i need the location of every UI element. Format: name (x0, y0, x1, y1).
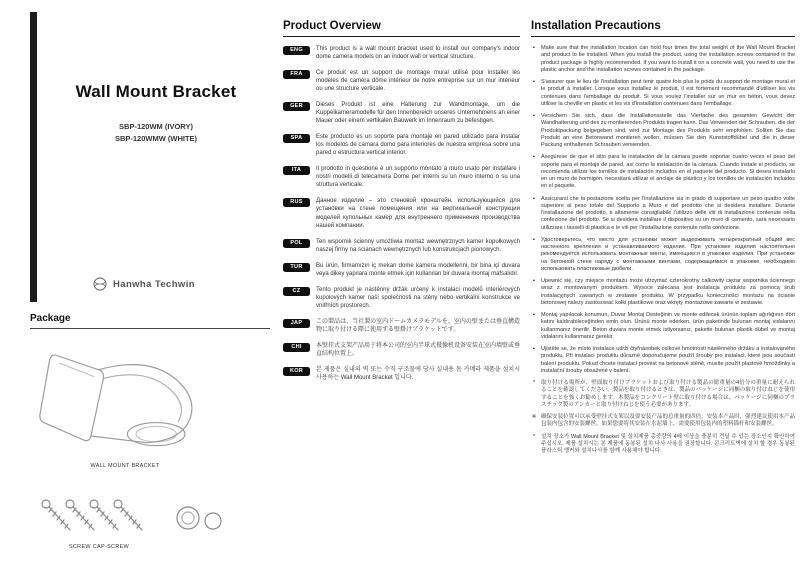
overview-entry-spa (283, 133, 520, 157)
precaution-item (531, 434, 795, 456)
overview-text: Tento produkt je nástěnný držák určený k instalaci modelů interiérových kupolových kamer naší společnosti na stěny nebo vertikální konstrukce ve vnitřních prostorech. (316, 286, 520, 309)
overview-entry-ita (283, 165, 520, 189)
installation-precautions-section (531, 20, 795, 460)
language-badge: TUR (283, 263, 310, 272)
precaution-text: Asegúrese de que el sitio para la instalación de la cámara puede soportar cuatro veces el peso del soporte para el montaje de pared, así como la instalación de la cámara. Cuando instale el producto, se recomienda utilizar los tornillos de instalación incluidos en el paquete del producto. Si desea instalarlo en un muro de hormigón, necesitará utilizar el anclaje de plástico y los tornillos de instalación incluidos en el paquete. (541, 154, 795, 190)
precaution-item (531, 237, 795, 273)
precaution-text: Versichern Sie sich, dass die Installationsstelle das Vierfache des gesamten Gewicht der Wandhalterung und des zu montierenden Produkts tragen kann. Das Verwenden der Schrauben, die der Produktpackung beigegeben sind, wird zur Montage des Produkts sehr empfohlen. Sollten Sie das Produkt an eine Betonwand montieren wollen, müssen Sie den Kunststoffdübel und die in dieser Packung enthaltenen Schrauben verwenden. (541, 113, 795, 148)
precaution-item (531, 312, 795, 341)
language-badge: ITA (283, 166, 310, 175)
model-name-ivory: SBP-120WM (IVORY) (119, 122, 193, 131)
bullet-marker: ▪ (533, 79, 535, 85)
bullet-marker: ▪ (533, 346, 535, 352)
overview-entry-tur (283, 262, 520, 278)
precautions-heading: Installation Precautions (531, 20, 795, 37)
language-badge: ENG (283, 46, 310, 55)
language-badge: SPA (283, 134, 310, 143)
precaution-item (531, 346, 795, 375)
bullet-marker: ▪ (533, 45, 535, 51)
brand-logo (92, 276, 195, 292)
product-overview-section (283, 20, 520, 390)
precaution-text: Montaj yapılacak konumun, Duvar Montaj Desteğinin ve monte edilecek ürünün toplam ağırlığının dört katını kaldırabileceğinden emin olun. Ürünü monte ederken, ürün paketinde bulunan montaj vidalarını kullanmanız önerilir. Beton duvara monte etmek istiyorsanız, pakette bulunan plastik dübel ve montaj vidalarını kullanmanız gerekir. (541, 312, 795, 340)
precaution-item (531, 278, 795, 307)
bullet-marker: ※ (531, 414, 537, 420)
overview-text: Dieses Produkt ist eine Halterung zur Wandmontage, um die Kuppelkameramodelle für den Innenbereich unseres Unternehmens an einer Mauer oder einem vertikalen Bauwerk im Innenraum zu befestigen. (316, 102, 520, 125)
bullet-marker: * (532, 380, 536, 386)
precaution-item (531, 154, 795, 190)
precaution-text: Ujistěte se, že místo instalace udrží čtyřnásobek celkové hmotnosti nástěnného držáku a instalovaného produktu. Při instalaci produktu důrazně doporučujeme použít šrouby pro instalaci, které jsou součástí balení produktu. Pokud chcete instalaci provést na betonové stěně, musíte použít plastové hmoždinky a instalační šrouby obsažené v balení. (541, 346, 795, 374)
language-badge: JAP (283, 319, 310, 328)
overview-entries (283, 45, 520, 382)
bracket-illustration (32, 340, 217, 460)
precaution-item (531, 380, 795, 409)
precaution-text: Upewnić się, czy miejsce montażu może utrzymać czterokrotny całkowity ciężar wspornika ściennego wraz z montowanym produktem. Wysoce zalecana jest instalacja produktu za pomocą śrub instalacyjnych zawartych w zestawie produktu. W przypadku konieczności montażu na ścianie betonowej należy zastosować kołki plastikowe oraz wkręty montażowe zawarte w zestawie. (541, 278, 795, 306)
precaution-text: 取り付ける場所が、壁面取り付けブラケットおよび取り付ける製品の総重量の4倍分の重量に耐えられることを確認してください。製品を取り付けるときは、製品のパッケージに同梱の取り付けねじを使用することを強くお勧めします。本製品をコンクリート壁に取り付ける場合は、パッケージに同梱のプラスチック製のアンカーと取り付けねじを使う必要があります。 (541, 380, 795, 408)
overview-entry-jap (283, 318, 520, 334)
product-title: Wall Mount Bracket (75, 82, 237, 101)
overview-text: Este producto es un soporte para montaje en pared utilizado para instalar los modelos de cámara domo para interiores de nuestra empresa sobre una pared o estructura vertical interior. (316, 134, 520, 157)
hanwha-globe-icon (92, 276, 108, 292)
overview-entry-rus (283, 197, 520, 229)
overview-text: 本壁挂式支架产品用于将本公司的室内半球式摄像机设备安装在室内墙壁或垂直结构位置上。 (316, 342, 521, 357)
bullet-marker: ▪ (533, 154, 535, 161)
precaution-item (531, 79, 795, 108)
overview-text: 본 제품은 실내의 벽 또는 수직 구조물에 당사 실내용 돔 카메라 제품을 설치시 사용하는 Wall Mount Bracket 입니다. (316, 366, 520, 381)
precaution-item (531, 196, 795, 232)
overview-entry-cz (283, 286, 520, 310)
bullet-marker: ▪ (533, 312, 535, 318)
screws-illustration (36, 494, 231, 542)
screw-caption: SCREW CAP-SCREW (68, 544, 130, 550)
precaution-text: Удостоверьтесь, что место для установки может выдерживать четырехкратный общий вес настенного крепления и устанавливаемого изделия. При установке изделия настоятельно рекомендуется использовать монтажные винты, имеющиеся в упаковке изделия. При установке на бетонной стене наряду с монтажными винтами, содержащимися в упаковке, необходимо использовать пластиковые дюбели. (541, 236, 795, 272)
overview-entry-pol (283, 238, 520, 254)
overview-entry-eng (283, 45, 520, 61)
bullet-marker: ▪ (533, 278, 535, 284)
overview-text: This product is a wall mount bracket used to install our company's indoor dome camera models on an indoor wall or vertical structure. (316, 46, 520, 61)
bullet-marker: ▪ (533, 195, 535, 202)
overview-text: Ten wspornik ścienny umożliwia montaż wewnętrznych kamer kopułkowych naszej firmy na ścianach wewnętrznych lub konstrukcjach pionowych. (316, 238, 520, 253)
bullet-marker: ▪ (533, 113, 535, 119)
language-badge: CZ (283, 287, 310, 296)
precaution-text: Make sure that the installation location can hold four times the total weight of the Wall Mount Bracket and product to be installed. When you install the product, using the installation screws contained in the product package is highly recommended. If you want to install it on a concrete wall, you need to use the plastic anchor and the installation screws contained in the package. (541, 45, 795, 73)
precaution-list (531, 45, 795, 455)
model-name-white: SBP-120WMW (WHITE) (114, 134, 198, 143)
overview-text: Bu ürün, firmamızın iç mekan dome kamera modellerini, bir bina içi duvara veya dikey yapılara monte etmek için kullanılan bir duvara montaj mafsalıdır. (316, 262, 520, 277)
precaution-item (531, 45, 795, 74)
package-heading: Package (30, 313, 270, 329)
overview-text: Данное изделие – это стеновой кронштейн, использующийся для установки на стене помещения или на вертикальной конструкции моделей купольных камер для внутреннего применения производства нашей компании. (316, 198, 520, 229)
bracket-caption: WALL MOUNT BRACKET (90, 463, 160, 469)
language-badge: FRA (283, 70, 310, 79)
precaution-text: S'assurer que le lieu de l'installation peut tenir quatre fois plus le poids du support de montage mural et le produit à installer. Lorsque vous installez le produit, il est fortement recommandé d'utiliser les vis contenues dans l'emballage du produit. Si vous voulez l'installer sur un mur en béton, vous devez utiliser la cheville en plastic et les vis d'installation contenues dans l'emballage. (541, 79, 795, 107)
language-badge: RUS (283, 198, 310, 207)
title-block (46, 82, 266, 143)
overview-entry-ger (283, 101, 520, 125)
precaution-text: 설치 장소가 Wall Mount Bracket 및 설치제품 총중량의 4배 이상을 충분히 견딜 수 있는 장소인지 확인하여 주십시오. 제품 설치시는 본 제품에 동봉된 설치 나사 사용을 권장합니다. 콘크리트벽에 설치 할 경우 동봉된 플라스틱 앵커와 설치나사를 함께 사용해야 합니다. (541, 433, 795, 454)
precaution-text: Assicurarsi che la postazione scelta per l'installazione sia in grado di supportare un peso quattro volte superiore al peso totale del Supporto a Muro e del prodotto che si desidera installare. Durante l'installazione del prodotto, è altamente consigliabile l'utilizzo delle viti di installazione contenute nella confezione del prodotto. Se si desidera installare il dispositivo su un muro di cemento, sarà necessario utilizzare i tasselli di plastica e le viti per l'installazione contenute nella confezione. (541, 195, 795, 231)
language-badge: GER (283, 102, 310, 111)
language-badge: POL (283, 239, 310, 248)
accent-bar (30, 12, 37, 302)
overview-text: Il prodotto in questione è un supporto montato a muro usato per installare i nostri modelli di telecamera Dome per interni su un muro interno o su una struttura verticale. (316, 166, 520, 189)
precaution-item (531, 113, 795, 149)
bullet-marker: * (532, 433, 536, 440)
overview-entry-chi (283, 342, 520, 358)
overview-entry-kor (283, 366, 520, 382)
precaution-item (531, 414, 795, 429)
overview-entry-fra (283, 69, 520, 93)
overview-heading: Product Overview (283, 20, 520, 37)
precaution-text: 确保安装位置可以承受壁挂式支架以及要安装产品的总重量的四倍。安装本产品时，强烈建议使用本产品包装内包含的安装螺丝。如果您要将其安装在水泥墙上，需要使用包装内的塑料锚杆和安装螺丝。 (541, 414, 795, 428)
language-badge: CHI (283, 343, 310, 352)
language-badge: KOR (283, 367, 310, 376)
overview-text: この製品は、当社製の室内ドームカメラモデルを、室内の壁または垂直構造物に取り付ける際に使用する壁掛けブラケットです。 (316, 318, 520, 333)
bullet-marker: ▪ (533, 236, 535, 243)
brand-name: Hanwha Techwin (113, 278, 195, 290)
overview-text: Ce produit est un support de montage mural utilisé pour installer les modèles de caméra dôme intérieur de notre entreprise sur un mur intérieur ou une structure verticale. (316, 70, 520, 93)
